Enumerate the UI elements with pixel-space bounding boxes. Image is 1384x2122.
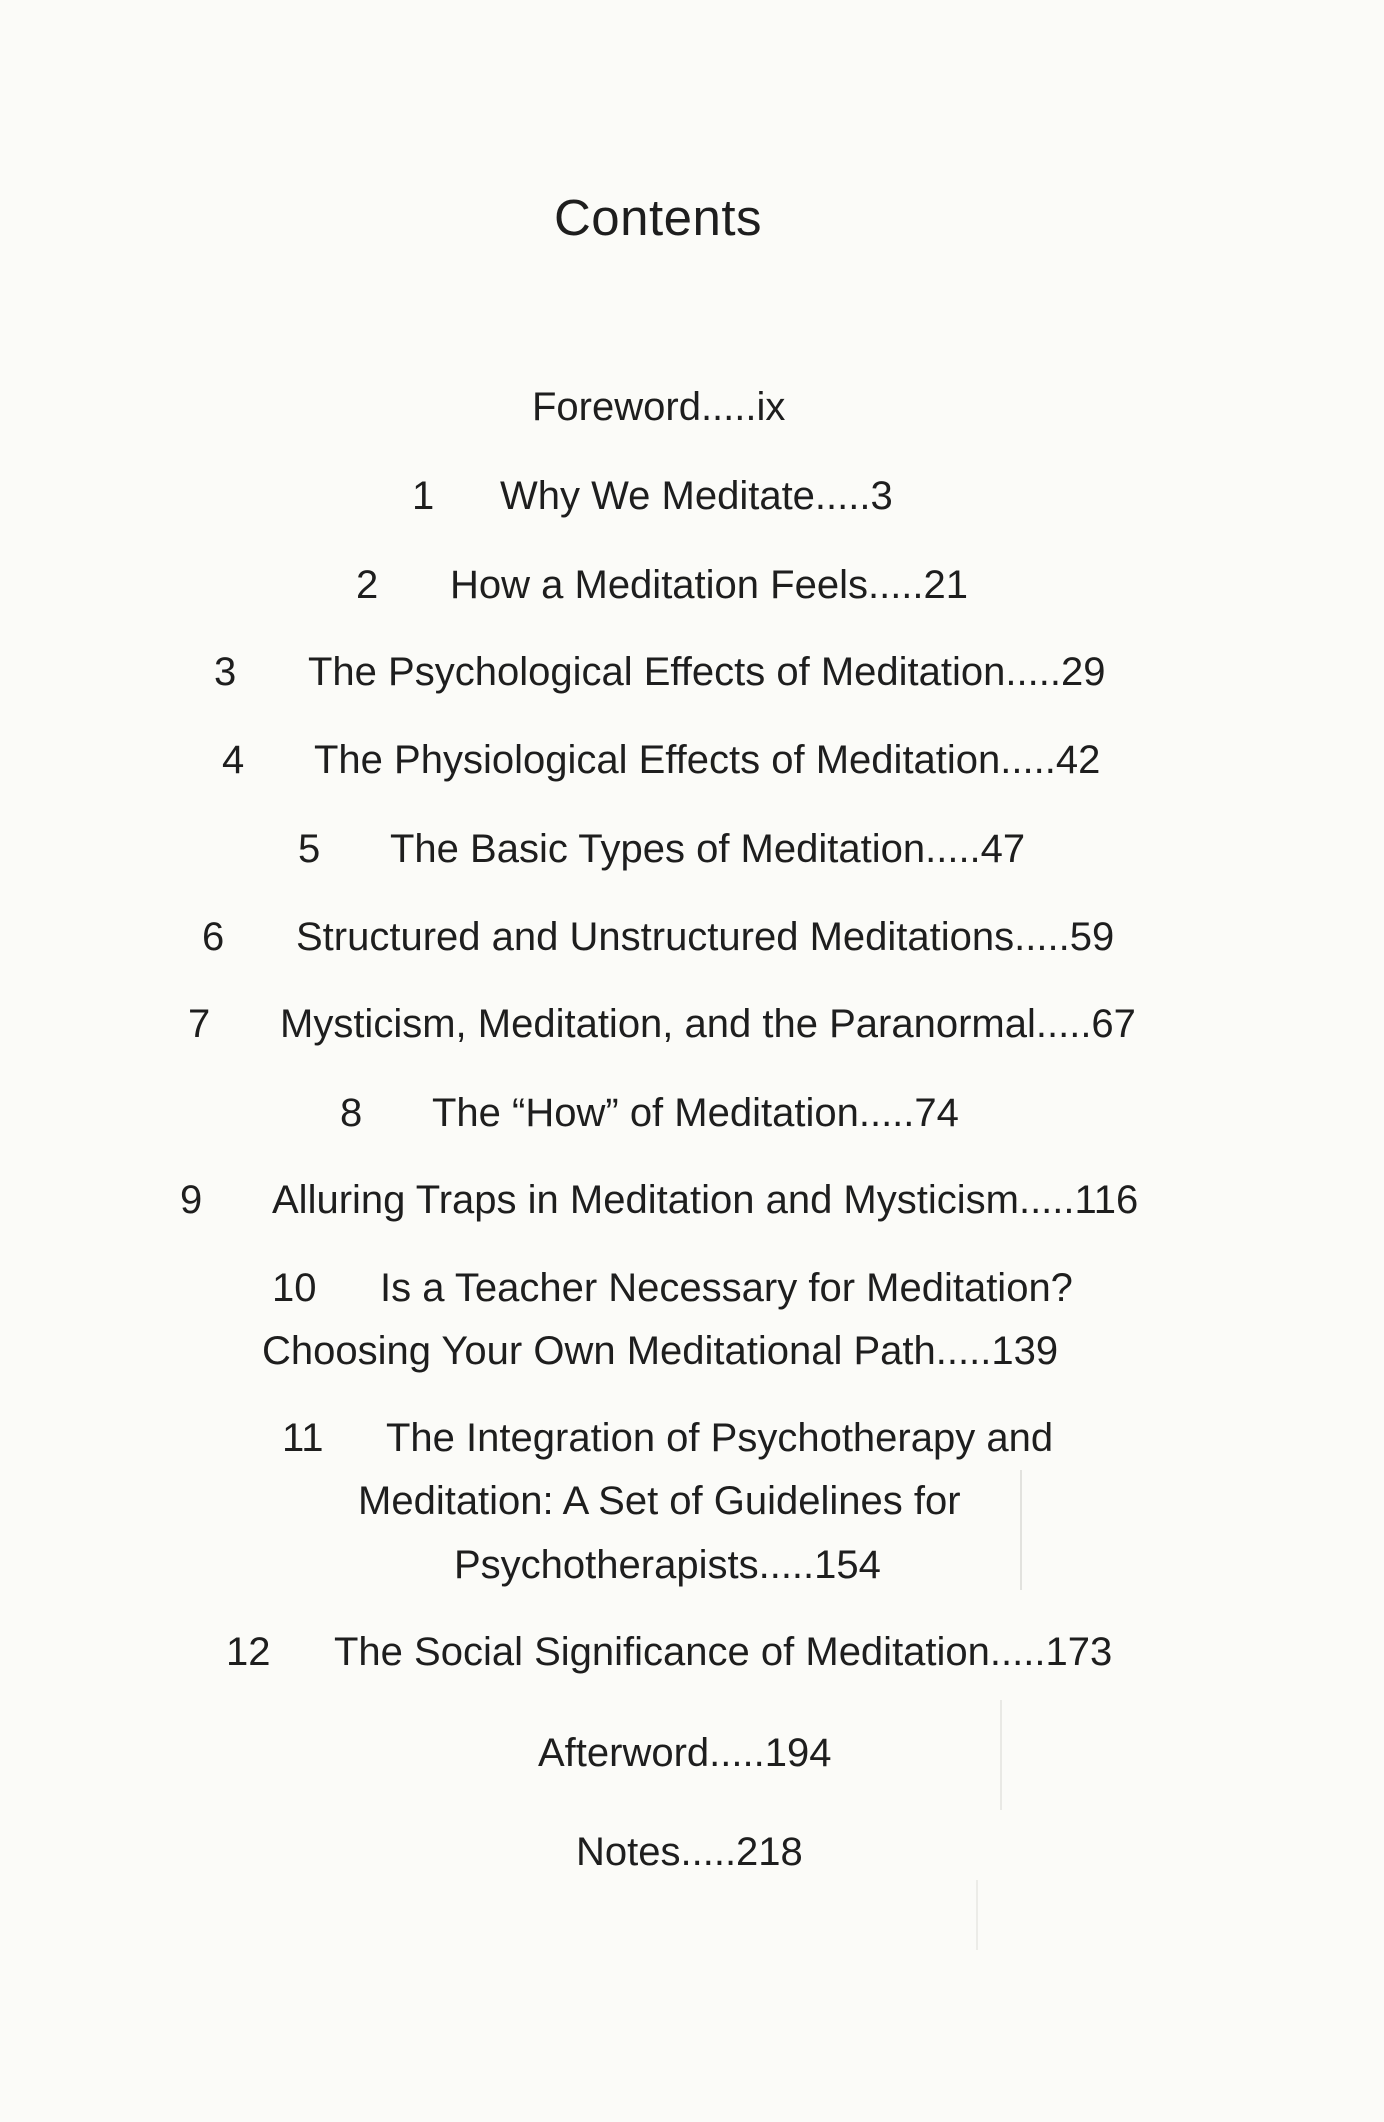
- toc-entry-chapter-2-title: [450, 565, 968, 605]
- chapter-title: How a Meditation Feels.....21: [450, 563, 969, 607]
- chapter-number: 8: [340, 1091, 363, 1135]
- chapter-title: Structured and Unstructured Meditations.....59: [296, 915, 1115, 959]
- toc-entry-notes: [576, 1832, 803, 1872]
- scan-artifact: [1020, 1470, 1022, 1590]
- chapter-title-continued: Meditation: A Set of Guidelines for: [358, 1479, 961, 1523]
- toc-entry-chapter-10: [272, 1268, 317, 1308]
- chapter-number: 6: [202, 915, 225, 959]
- chapter-title-continued: Psychotherapists.....154: [454, 1543, 881, 1587]
- toc-entry-chapter-3: [214, 652, 236, 692]
- toc-entry-chapter-3-title: [308, 652, 1105, 692]
- chapter-number: 5: [298, 827, 321, 871]
- chapter-title-continued: Choosing Your Own Meditational Path.....139: [262, 1329, 1059, 1373]
- scan-artifact: [1000, 1700, 1002, 1810]
- toc-entry-chapter-8: [340, 1093, 362, 1133]
- toc-entry-chapter-10-title-line-2: [262, 1331, 1058, 1371]
- chapter-number: 10: [272, 1266, 317, 1310]
- chapter-title: Mysticism, Meditation, and the Paranormal.....67: [280, 1002, 1136, 1046]
- toc-entry-chapter-4: [222, 740, 244, 780]
- chapter-title: The Integration of Psychotherapy and: [386, 1416, 1054, 1460]
- toc-entry-chapter-11: [282, 1418, 324, 1458]
- chapter-number: 7: [188, 1002, 211, 1046]
- toc-entry-chapter-11-title-line-3: [454, 1545, 881, 1585]
- chapter-title: The Physiological Effects of Meditation.....42: [314, 738, 1101, 782]
- chapter-title: The “How” of Meditation.....74: [432, 1091, 959, 1135]
- toc-entry-afterword: [538, 1733, 831, 1773]
- chapter-title: The Basic Types of Meditation.....47: [390, 827, 1026, 871]
- chapter-title: Is a Teacher Necessary for Meditation?: [380, 1266, 1073, 1310]
- toc-entry-foreword: [532, 387, 785, 427]
- chapter-number: 1: [412, 474, 435, 518]
- chapter-number: 9: [180, 1178, 203, 1222]
- toc-entry-chapter-9-title: [272, 1180, 1138, 1220]
- page-title: Contents: [553, 189, 763, 246]
- toc-entry-label: Notes.....218: [576, 1830, 803, 1874]
- chapter-title: Alluring Traps in Meditation and Mysticism.....116: [272, 1178, 1139, 1222]
- scan-artifact: [976, 1880, 978, 1950]
- toc-entry-chapter-5: [298, 829, 320, 869]
- toc-entry-chapter-8-title: [432, 1093, 959, 1133]
- toc-entry-chapter-9: [180, 1180, 202, 1220]
- toc-entry-chapter-6: [202, 917, 224, 957]
- chapter-number: 12: [226, 1630, 271, 1674]
- chapter-number: 11: [282, 1416, 324, 1460]
- toc-entry-chapter-12: [226, 1632, 271, 1672]
- toc-entry-chapter-12-title: [334, 1632, 1112, 1672]
- toc-entry-chapter-10-title: [380, 1268, 1073, 1308]
- chapter-number: 3: [214, 650, 237, 694]
- toc-entry-chapter-1: [412, 476, 434, 516]
- toc-entry-label: Afterword.....194: [538, 1731, 832, 1775]
- toc-entry-chapter-11-title-line-2: [358, 1481, 961, 1521]
- chapter-title: Why We Meditate.....3: [500, 474, 893, 518]
- toc-entry-chapter-1-title: [500, 476, 893, 516]
- toc-entry-chapter-4-title: [314, 740, 1100, 780]
- chapter-title: The Social Significance of Meditation.....173: [334, 1630, 1113, 1674]
- toc-entry-chapter-2: [356, 565, 378, 605]
- toc-entry-chapter-7: [188, 1004, 210, 1044]
- toc-entry-label: Foreword.....ix: [532, 385, 786, 429]
- toc-entry-chapter-7-title: [280, 1004, 1136, 1044]
- chapter-number: 4: [222, 738, 245, 782]
- chapter-number: 2: [356, 563, 379, 607]
- toc-entry-chapter-5-title: [390, 829, 1025, 869]
- toc-entry-chapter-11-title: [386, 1418, 1053, 1458]
- toc-entry-chapter-6-title: [296, 917, 1114, 957]
- chapter-title: The Psychological Effects of Meditation.....29: [308, 650, 1106, 694]
